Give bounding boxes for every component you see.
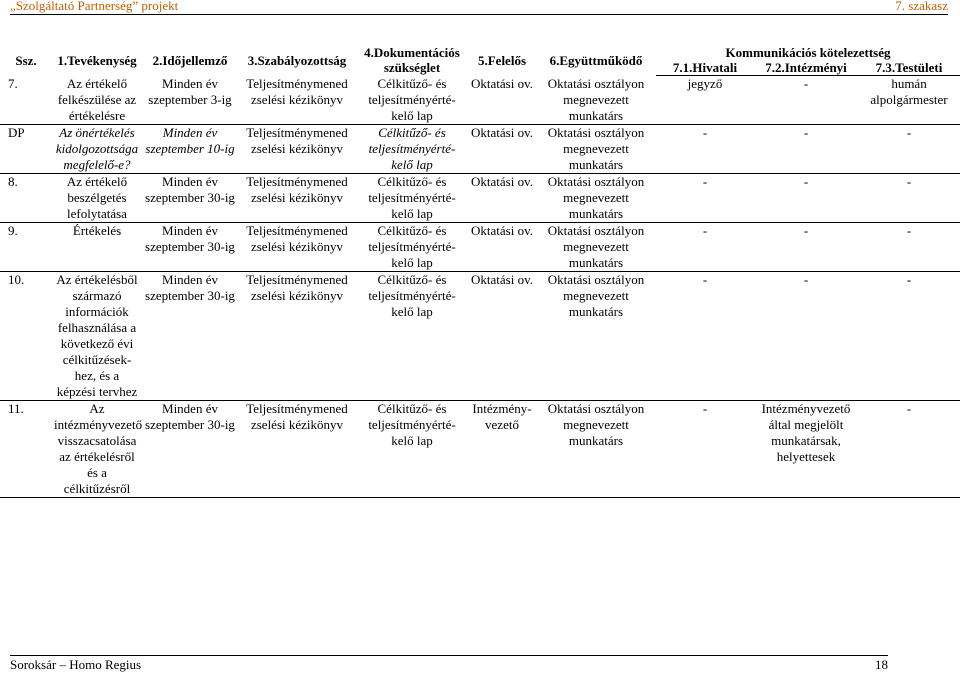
header-dokumentacios: 4.Dokumentációs szükséglet <box>364 45 460 76</box>
row-activity: Az intézményvezető visszacsatolása az értékelésről és a célkitűzésről <box>54 400 143 496</box>
header-intezmenyi: 7.2.Intézményi <box>754 60 858 76</box>
row-official: - <box>656 173 754 222</box>
row-number: 7. <box>0 76 52 125</box>
row-timing: Minden év szeptember 30-ig <box>142 222 238 271</box>
row-institutional: - <box>754 76 858 125</box>
row-official: - <box>656 222 754 271</box>
project-title: „Szolgáltató Partnerség” projekt <box>10 0 179 13</box>
row-responsible: Oktatási ov. <box>468 76 536 125</box>
row-documentation: Célkitűző- és teljesítményérté-kelő lap <box>356 271 468 400</box>
row-timing: Minden év szeptember 10-ig <box>142 124 238 173</box>
row-cooperating: Oktatási osztályon megnevezett munkatárs <box>536 400 656 497</box>
page-footer <box>10 655 888 672</box>
row-number: 11. <box>0 400 52 497</box>
header-testuleti: 7.3.Testületi <box>858 60 960 76</box>
row-body: - <box>858 271 960 400</box>
row-activity: Értékelés <box>52 222 142 271</box>
table-row <box>0 222 960 271</box>
row-documentation: Célkitűző- és teljesítményérté-kelő lap <box>356 222 468 271</box>
header-idojellemzo: 2.Időjellemző <box>152 52 228 68</box>
row-activity: Az értékelő felkészülése az értékelésre <box>52 76 142 125</box>
row-responsible: Oktatási ov. <box>468 173 536 222</box>
header-felelos: 5.Felelős <box>477 52 526 68</box>
row-timing: Minden év szeptember 30-ig <box>142 173 238 222</box>
row-institutional: - <box>754 124 858 173</box>
row-timing: Minden év szeptember 30-ig <box>142 400 238 497</box>
row-cooperating: Oktatási osztályon megnevezett munkatárs <box>536 173 656 222</box>
row-responsible: Oktatási ov. <box>468 124 536 173</box>
table-row <box>0 124 960 173</box>
row-body: humán alpolgármester <box>858 76 960 125</box>
row-number: 10. <box>0 271 52 400</box>
table-row <box>0 400 960 497</box>
page-header <box>10 0 948 15</box>
row-responsible: Intézmény-vezető <box>468 400 536 497</box>
row-official: - <box>656 124 754 173</box>
row-responsible: Oktatási ov. <box>468 222 536 271</box>
row-number: 8. <box>0 173 52 222</box>
row-regulation: Teljesítménymened zselési kézikönyv <box>238 76 356 125</box>
row-institutional: - <box>754 222 858 271</box>
row-cooperating: Oktatási osztályon megnevezett munkatárs <box>536 124 656 173</box>
row-regulation: Teljesítménymened zselési kézikönyv <box>238 173 356 222</box>
row-official: - <box>656 271 754 400</box>
row-body: - <box>858 124 960 173</box>
row-timing: Minden év szeptember 30-ig <box>142 271 238 400</box>
row-timing: Minden év szeptember 3-ig <box>142 76 238 125</box>
row-number: 9. <box>0 222 52 271</box>
row-activity: Az önértékelés kidolgozottsága megfelelő-e? <box>52 124 142 173</box>
row-regulation: Teljesítménymened zselési kézikönyv <box>238 271 356 400</box>
row-activity: Az értékelésből származó információk felhasználása a következő évi célkitűzések-hez, és a képzési tervhez <box>52 271 142 400</box>
footer-org: Soroksár – Homo Regius <box>10 657 142 672</box>
row-regulation: Teljesítménymened zselési kézikönyv <box>238 222 356 271</box>
header-tevekenyseg: 1.Tevékenység <box>57 52 137 68</box>
row-body: - <box>858 222 960 271</box>
row-official: jegyző <box>656 76 754 125</box>
header-ssz: Ssz. <box>15 52 37 68</box>
section-label: 7. szakasz <box>895 0 948 13</box>
activity-table <box>0 45 960 498</box>
table-row <box>0 76 960 125</box>
table-row <box>0 271 960 400</box>
table-row <box>0 173 960 222</box>
header-hivatali: 7.1.Hivatali <box>656 60 754 76</box>
row-documentation: Célkitűző- és teljesítményérté-kelő lap <box>356 124 468 173</box>
header-szabalyozottsag: 3.Szabályozottság <box>247 52 347 68</box>
row-activity: Az értékelő beszélgetés lefolytatása <box>52 173 142 222</box>
row-institutional: - <box>754 173 858 222</box>
row-responsible: Oktatási ov. <box>468 271 536 400</box>
row-documentation: Célkitűző- és teljesítményérté-kelő lap <box>356 173 468 222</box>
row-official: - <box>656 400 754 497</box>
row-body: - <box>858 173 960 222</box>
row-body: - <box>858 400 960 497</box>
page-number: 18 <box>875 657 888 672</box>
row-documentation: Célkitűző- és teljesítményérté-kelő lap <box>356 76 468 125</box>
header-egyuttmukodo: 6.Együttműködő <box>549 52 643 68</box>
row-institutional: - <box>754 271 858 400</box>
row-regulation: Teljesítménymened zselési kézikönyv <box>238 124 356 173</box>
row-cooperating: Oktatási osztályon megnevezett munkatárs <box>536 271 656 400</box>
row-cooperating: Oktatási osztályon megnevezett munkatárs <box>536 76 656 125</box>
row-number: DP <box>0 124 52 173</box>
header-kommunikacios: Kommunikációs kötelezettség <box>725 45 891 60</box>
row-cooperating: Oktatási osztályon megnevezett munkatárs <box>536 222 656 271</box>
row-institutional: Intézményvezető által megjelölt munkatársak, helyettesek <box>754 400 858 497</box>
row-documentation: Célkitűző- és teljesítményérté-kelő lap <box>356 400 468 497</box>
row-regulation: Teljesítménymened zselési kézikönyv <box>238 400 356 497</box>
